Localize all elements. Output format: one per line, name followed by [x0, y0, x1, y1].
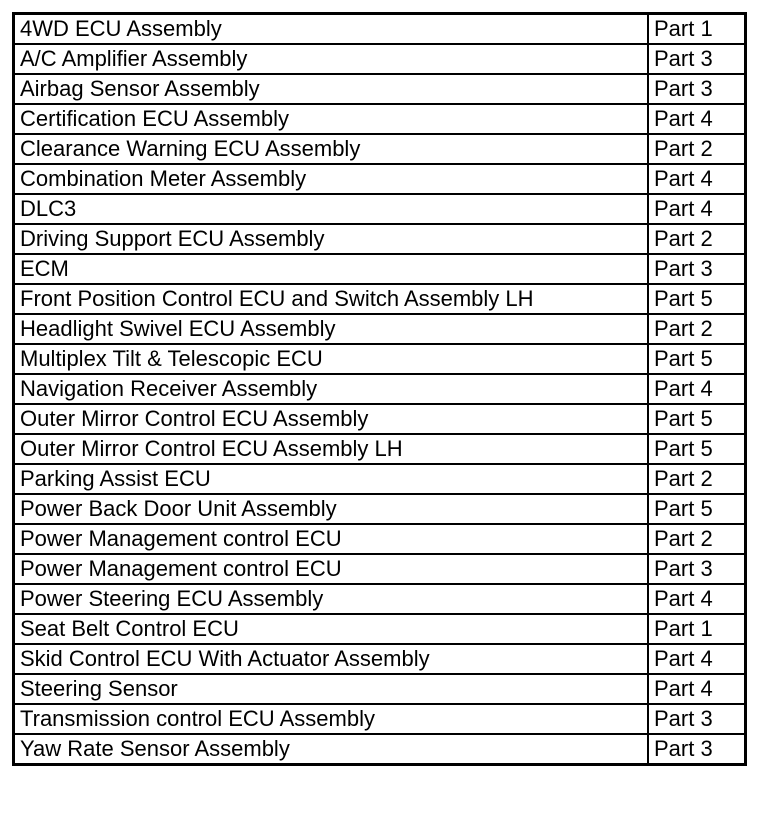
table-row	[14, 434, 746, 464]
part-reference-cell: Part 4	[648, 644, 746, 674]
component-name-cell: Outer Mirror Control ECU Assembly LH	[14, 434, 649, 464]
component-name-cell: Airbag Sensor Assembly	[14, 74, 649, 104]
part-reference-cell: Part 5	[648, 494, 746, 524]
part-reference-cell: Part 4	[648, 374, 746, 404]
ecu-table-container	[12, 12, 747, 766]
part-reference-cell: Part 3	[648, 704, 746, 734]
table-row	[14, 284, 746, 314]
component-name-cell: Seat Belt Control ECU	[14, 614, 649, 644]
ecu-part-table	[12, 12, 747, 766]
part-reference-cell: Part 2	[648, 224, 746, 254]
part-reference-cell: Part 3	[648, 44, 746, 74]
table-row	[14, 14, 746, 45]
table-row	[14, 224, 746, 254]
table-row	[14, 104, 746, 134]
part-reference-cell: Part 4	[648, 584, 746, 614]
part-reference-cell: Part 3	[648, 254, 746, 284]
part-reference-cell: Part 1	[648, 14, 746, 45]
table-row	[14, 314, 746, 344]
component-name-cell: Navigation Receiver Assembly	[14, 374, 649, 404]
component-name-cell: Skid Control ECU With Actuator Assembly	[14, 644, 649, 674]
component-name-cell: Parking Assist ECU	[14, 464, 649, 494]
component-name-cell: Certification ECU Assembly	[14, 104, 649, 134]
table-row	[14, 614, 746, 644]
table-row	[14, 194, 746, 224]
component-name-cell: Clearance Warning ECU Assembly	[14, 134, 649, 164]
table-row	[14, 254, 746, 284]
table-row	[14, 464, 746, 494]
part-reference-cell: Part 1	[648, 614, 746, 644]
table-row	[14, 74, 746, 104]
part-reference-cell: Part 4	[648, 194, 746, 224]
component-name-cell: Combination Meter Assembly	[14, 164, 649, 194]
component-name-cell: Front Position Control ECU and Switch Assembly LH	[14, 284, 649, 314]
component-name-cell: A/C Amplifier Assembly	[14, 44, 649, 74]
ecu-table-body	[14, 14, 746, 765]
table-row	[14, 344, 746, 374]
component-name-cell: Power Management control ECU	[14, 554, 649, 584]
table-row	[14, 134, 746, 164]
table-row	[14, 524, 746, 554]
table-row	[14, 164, 746, 194]
component-name-cell: ECM	[14, 254, 649, 284]
table-row	[14, 554, 746, 584]
component-name-cell: Driving Support ECU Assembly	[14, 224, 649, 254]
part-reference-cell: Part 2	[648, 524, 746, 554]
part-reference-cell: Part 5	[648, 434, 746, 464]
component-name-cell: Steering Sensor	[14, 674, 649, 704]
component-name-cell: Power Steering ECU Assembly	[14, 584, 649, 614]
table-row	[14, 704, 746, 734]
table-row	[14, 374, 746, 404]
table-row	[14, 44, 746, 74]
component-name-cell: Multiplex Tilt & Telescopic ECU	[14, 344, 649, 374]
component-name-cell: Outer Mirror Control ECU Assembly	[14, 404, 649, 434]
table-row	[14, 404, 746, 434]
part-reference-cell: Part 3	[648, 74, 746, 104]
component-name-cell: Headlight Swivel ECU Assembly	[14, 314, 649, 344]
component-name-cell: DLC3	[14, 194, 649, 224]
component-name-cell: Power Management control ECU	[14, 524, 649, 554]
part-reference-cell: Part 4	[648, 674, 746, 704]
component-name-cell: Power Back Door Unit Assembly	[14, 494, 649, 524]
table-row	[14, 584, 746, 614]
part-reference-cell: Part 2	[648, 314, 746, 344]
component-name-cell: Transmission control ECU Assembly	[14, 704, 649, 734]
part-reference-cell: Part 4	[648, 104, 746, 134]
part-reference-cell: Part 2	[648, 134, 746, 164]
part-reference-cell: Part 5	[648, 344, 746, 374]
table-row	[14, 494, 746, 524]
component-name-cell: 4WD ECU Assembly	[14, 14, 649, 45]
part-reference-cell: Part 3	[648, 554, 746, 584]
table-row	[14, 644, 746, 674]
table-row	[14, 674, 746, 704]
table-row	[14, 734, 746, 765]
part-reference-cell: Part 4	[648, 164, 746, 194]
part-reference-cell: Part 2	[648, 464, 746, 494]
part-reference-cell: Part 5	[648, 284, 746, 314]
part-reference-cell: Part 5	[648, 404, 746, 434]
component-name-cell: Yaw Rate Sensor Assembly	[14, 734, 649, 765]
part-reference-cell: Part 3	[648, 734, 746, 765]
